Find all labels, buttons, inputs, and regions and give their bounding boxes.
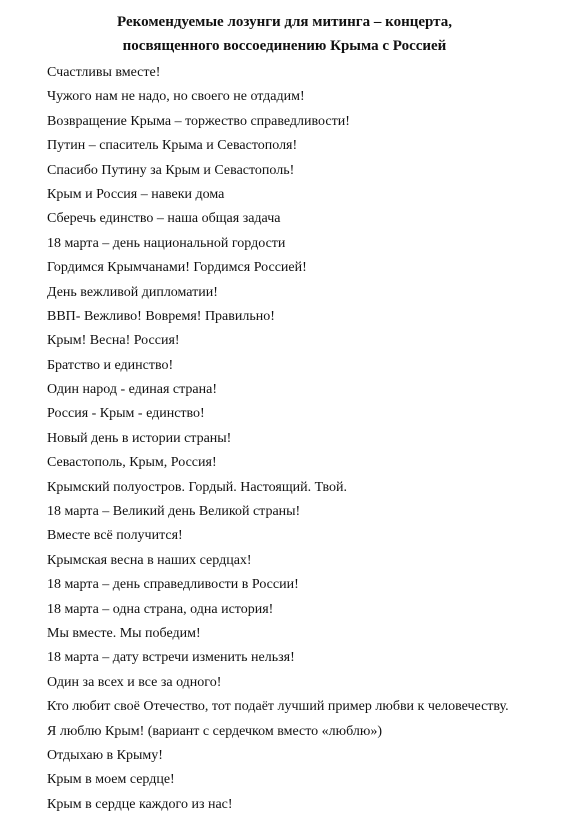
slogan-item: Крым и Россия – навеки дома bbox=[47, 186, 225, 202]
slogan-item: Путин – спаситель Крыма и Севастополя! bbox=[47, 138, 298, 154]
slogan-item: 18 марта – день национальной гордости bbox=[47, 235, 286, 251]
slogan-item: Крымский полуостров. Гордый. Настоящий. Твой. bbox=[47, 479, 347, 495]
document-title-line-2: посвященного воссоединению Крыма с Россией bbox=[122, 38, 447, 54]
slogan-list bbox=[47, 64, 562, 820]
slogan-item: Отдыхаю в Крыму! bbox=[47, 747, 163, 763]
slogan-item: Севастополь, Крым, Россия! bbox=[47, 455, 217, 471]
slogan-item: Один народ - единая страна! bbox=[47, 382, 217, 398]
slogan-item: Мы вместе. Мы победим! bbox=[47, 625, 201, 641]
document-title-line-1: Рекомендуемые лозунги для митинга – концерта, bbox=[117, 14, 452, 30]
slogan-item: Гордимся Крымчанами! Гордимся Россией! bbox=[47, 260, 307, 276]
slogan-item: 18 марта – день справедливости в России! bbox=[47, 577, 299, 593]
slogan-item: ВВП- Вежливо! Вовремя! Правильно! bbox=[47, 308, 275, 324]
slogan-item: Братство и единство! bbox=[47, 357, 174, 373]
slogan-item: Россия - Крым - единство! bbox=[47, 406, 205, 422]
slogan-item: Вместе всё получится! bbox=[47, 528, 183, 544]
slogan-item: Я люблю Крым! (вариант с сердечком вместо «люблю») bbox=[47, 723, 382, 739]
slogan-item: Один за всех и все за одного! bbox=[47, 674, 222, 690]
slogan-item: Крым в моем сердце! bbox=[47, 772, 175, 788]
slogan-item: Крым! Весна! Россия! bbox=[47, 333, 180, 349]
slogan-item: 18 марта – дату встречи изменить нельзя! bbox=[47, 650, 295, 666]
slogan-item: Чужого нам не надо, но своего не отдадим! bbox=[47, 89, 305, 105]
slogan-item: Счастливы вместе! bbox=[47, 65, 161, 80]
slogan-item: Спасибо Путину за Крым и Севастополь! bbox=[47, 162, 295, 178]
slogan-item: Крымская весна в наших сердцах! bbox=[47, 552, 252, 568]
slogan-item: Кто любит своё Отечество, тот подаёт лучший пример любви к человечеству. bbox=[47, 699, 509, 715]
slogan-item: 18 марта – Великий день Великой страны! bbox=[47, 504, 301, 520]
slogan-item: Крым в сердце каждого из нас! bbox=[47, 796, 233, 812]
slogan-item: 18 марта – одна страна, одна история! bbox=[47, 601, 274, 617]
slogan-item: Возвращение Крыма – торжество справедливости! bbox=[47, 113, 350, 129]
slogan-item: Сберечь единство – наша общая задача bbox=[47, 211, 281, 227]
slogan-item: День вежливой дипломатии! bbox=[47, 284, 218, 300]
slogan-item: Новый день в истории страны! bbox=[47, 430, 232, 446]
